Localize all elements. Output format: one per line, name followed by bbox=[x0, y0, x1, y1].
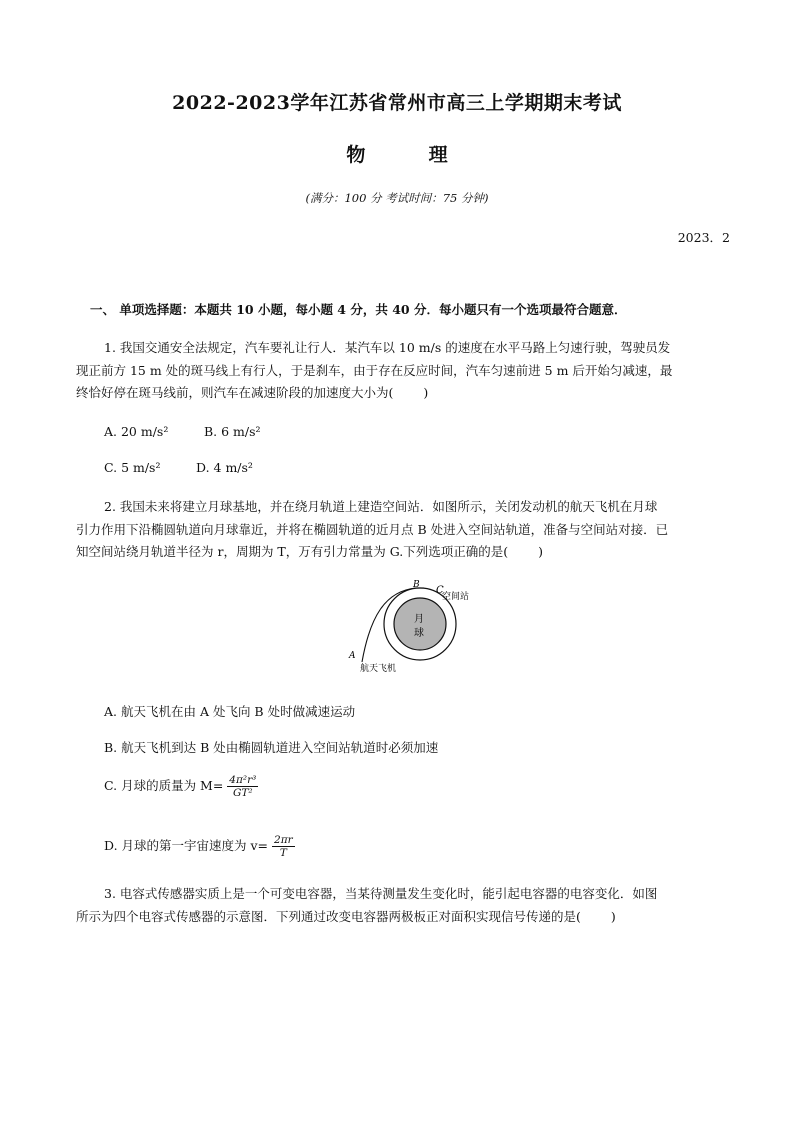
q2-option-c-text: C. 月球的质量为 M= bbox=[104, 778, 224, 793]
question-3 bbox=[76, 883, 726, 928]
exam-info: (满分：100 分 考试时间：75 分钟) bbox=[305, 191, 489, 205]
q1-line-2: 现正前方 15 m 处的斑马线上有行人，于是刹车，由于存在反应时间，汽车匀速前进 5 m 后开始匀减速，最 bbox=[76, 362, 673, 378]
point-c-label: C bbox=[436, 585, 444, 596]
exam-title: 2022-2023学年江苏省常州市高三上学期期末考试 bbox=[172, 92, 622, 114]
question-1 bbox=[76, 337, 726, 405]
q1-line-3 bbox=[76, 382, 726, 405]
exam-date: 2023．2 bbox=[677, 230, 730, 245]
q1-line-1: 1. 我国交通安全法规定，汽车要礼让行人．某汽车以 10 m/s 的速度在水平马路上匀速行驶，驾驶员发 bbox=[104, 340, 671, 355]
q1-option-c: C. 5 m/s² bbox=[104, 460, 161, 475]
velocity-numerator: 2πr bbox=[274, 834, 293, 846]
q2-paren-close: ) bbox=[538, 544, 544, 559]
mass-fraction bbox=[227, 774, 258, 799]
space-station-label: 空间站 bbox=[442, 592, 470, 602]
point-a-label: A bbox=[349, 651, 356, 661]
q3-paren-close: ) bbox=[610, 908, 616, 924]
q2-option-a: A. 航天飞机在由 A 处飞向 B 处时做减速运动 bbox=[104, 704, 356, 719]
q1-paren-close: ) bbox=[423, 385, 429, 400]
mass-denominator: GT² bbox=[233, 787, 253, 799]
q2-option-b: B. 航天飞机到达 B 处由椭圆轨道进入空间站轨道时必须加速 bbox=[104, 740, 439, 755]
orbit-diagram bbox=[340, 577, 490, 687]
q3-line-1: 3. 电容式传感器实质上是一个可变电容器，当某待测量发生变化时，能引起电容器的电容变化．如图 bbox=[104, 886, 658, 901]
mass-numerator: 4π²r³ bbox=[229, 774, 257, 786]
moon-label-2: 球 bbox=[414, 628, 424, 639]
q3-line-2-text: 所示为四个电容式传感器的示意图．下列通过改变电容器两极板正对面积实现信号传递的是( bbox=[76, 908, 581, 924]
shuttle-label: 航天飞机 bbox=[360, 664, 397, 674]
q1-option-b: B. 6 m/s² bbox=[204, 424, 261, 439]
q2-option-c bbox=[104, 774, 258, 799]
subject-title bbox=[0, 140, 794, 167]
question-2 bbox=[76, 496, 726, 564]
point-b-label: B bbox=[413, 580, 420, 590]
subject-char-1: 物 bbox=[346, 144, 366, 166]
q3-line-2 bbox=[76, 906, 726, 929]
velocity-fraction bbox=[272, 834, 295, 859]
moon-label-1: 月 bbox=[414, 614, 424, 625]
q2-line-3 bbox=[76, 541, 726, 564]
subject-char-2: 理 bbox=[428, 144, 448, 166]
q2-line-1: 2. 我国未来将建立月球基地，并在绕月轨道上建造空间站．如图所示，关闭发动机的航天飞机在月球 bbox=[104, 499, 658, 514]
q2-option-d bbox=[104, 834, 295, 859]
q1-line-3-text: 终恰好停在斑马线前，则汽车在减速阶段的加速度大小为( bbox=[76, 385, 394, 400]
section-heading: 一、 单项选择题：本题共 10 小题，每小题 4 分，共 40 分．每小题只有一个选项最符合题意． bbox=[90, 302, 627, 317]
q2-line-2: 引力作用下沿椭圆轨道向月球靠近，并将在椭圆轨道的近月点 B 处进入空间站轨道，准备与空间站对接．已 bbox=[76, 521, 669, 537]
q1-option-a: A. 20 m/s² bbox=[104, 424, 169, 439]
q1-option-d: D. 4 m/s² bbox=[196, 460, 253, 475]
q2-line-3-text: 知空间站绕月轨道半径为 r，周期为 T，万有引力常量为 G.下列选项正确的是( bbox=[76, 544, 509, 559]
velocity-denominator: T bbox=[279, 847, 287, 859]
q2-option-d-text: D. 月球的第一宇宙速度为 v= bbox=[104, 838, 269, 853]
